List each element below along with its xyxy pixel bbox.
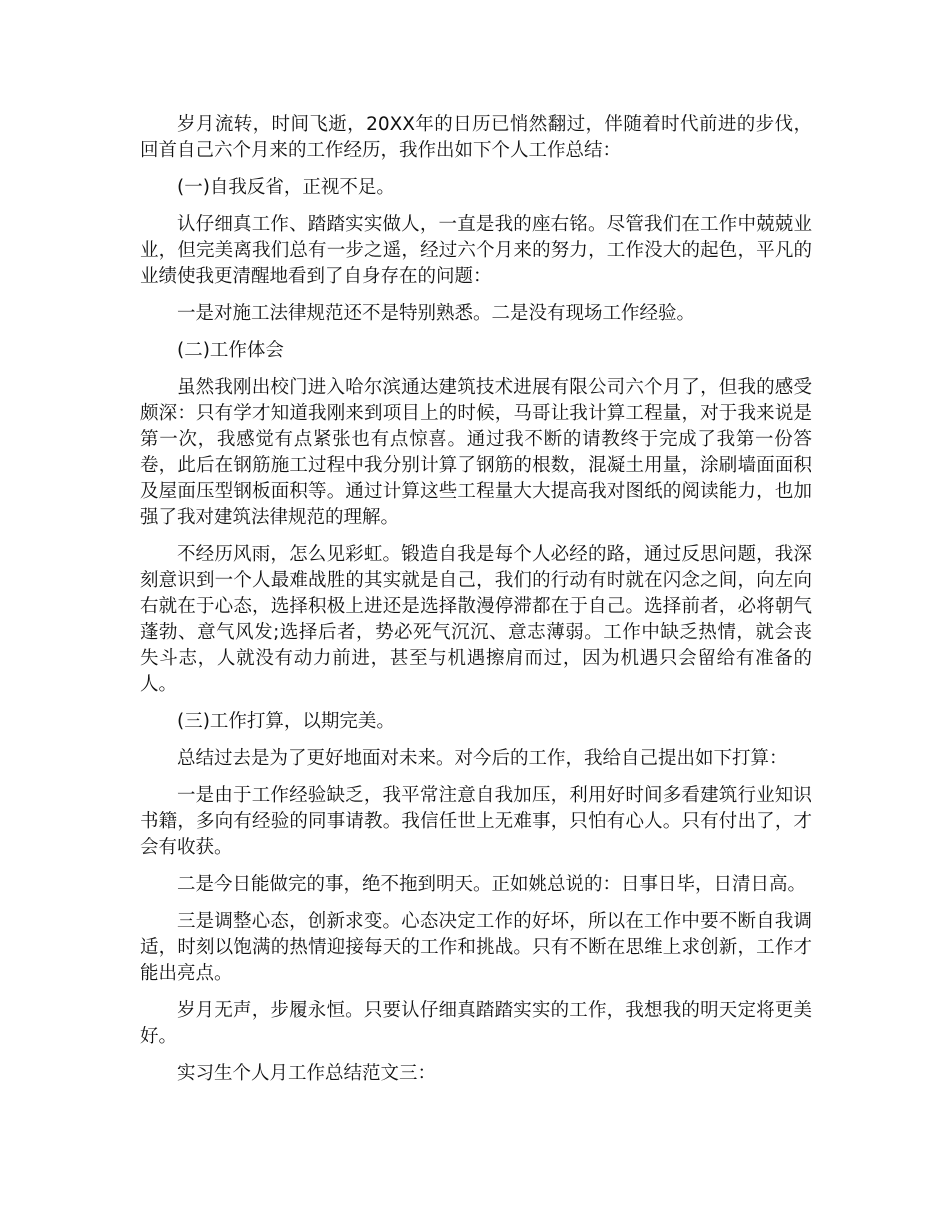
problems-paragraph: 一是对施工法律规范还不是特别熟悉。二是没有现场工作经验。: [177, 303, 696, 324]
closing-paragraph: 岁月无声，步履永恒。只要认仔细真踏踏实实的工作，我想我的明天定将更美好。: [140, 1000, 812, 1047]
experience-paragraph: 虽然我刚出校门进入哈尔滨通达建筑技术进展有限公司六个月了，但我的感受颇深：只有学才知道我刚来到项目上的时候，马哥让我计算工程量，对于我来说是第一次，我感觉有点紧张也有点惊喜。通过我不断的请教终于完成了我第一份答卷，此后在钢筋施工过程中我分别计算了钢筋的根数，混凝土用量，涂刷墙面面积及屋面压型钢板面积等。通过计算这些工程量大大提高我对图纸的阅读能力，也加强了我对建筑法律规范的理解。: [140, 377, 812, 528]
plan-two-paragraph: 二是今日能做完的事，绝不拖到明天。正如姚总说的：日事日毕，日清日高。: [177, 874, 807, 895]
document-body: [140, 112, 812, 1098]
section-heading-plans: (三)工作打算，以期完美。: [177, 711, 395, 732]
section-heading-experience: (二)工作体会: [177, 340, 284, 361]
attitude-paragraph: 不经历风雨，怎么见彩虹。锻造自我是每个人必经的路，通过反思问题，我深刻意识到一个人最难战胜的其实就是自己，我们的行动有时就在闪念之间，向左向右就在于心态，选择积极上进还是选择散漫停滞都在于自己。选择前者，必将朝气蓬勃、意气风发;选择后者，势必死气沉沉、意志薄弱。工作中缺乏热情，就会丧失斗志，人就没有动力前进，甚至与机遇擦肩而过，因为机遇只会留给有准备的人。: [140, 544, 812, 695]
plans-intro-paragraph: 总结过去是为了更好地面对未来。对今后的工作，我给自己提出如下打算：: [177, 748, 788, 769]
self-reflection-paragraph: 认仔细真工作、踏踏实实做人，一直是我的座右铭。尽管我们在工作中兢兢业业，但完美离我们总有一步之遥，经过六个月来的努力，工作没大的起色，平凡的业绩使我更清醒地看到了自身存在的问题：: [140, 214, 812, 287]
plan-three-paragraph: 三是调整心态，创新求变。心态决定工作的好坏，所以在工作中要不断自我调适，时刻以饱满的热情迎接每天的工作和挑战。只有不断在思维上求创新，工作才能出亮点。: [140, 911, 812, 984]
next-section-title: 实习生个人月工作总结范文三：: [177, 1063, 437, 1084]
plan-one-paragraph: 一是由于工作经验缺乏，我平常注意自我加压，利用好时间多看建筑行业知识书籍，多向有经验的同事请教。我信任世上无难事，只怕有心人。只有付出了，才会有收获。: [140, 785, 812, 858]
section-heading-self-reflection: (一)自我反省，正视不足。: [177, 177, 395, 198]
intro-paragraph: 岁月流转，时间飞逝，20XX年的日历已悄然翻过，伴随着时代前进的步伐，回首自己六个月来的工作经历，我作出如下个人工作总结：: [140, 114, 812, 161]
